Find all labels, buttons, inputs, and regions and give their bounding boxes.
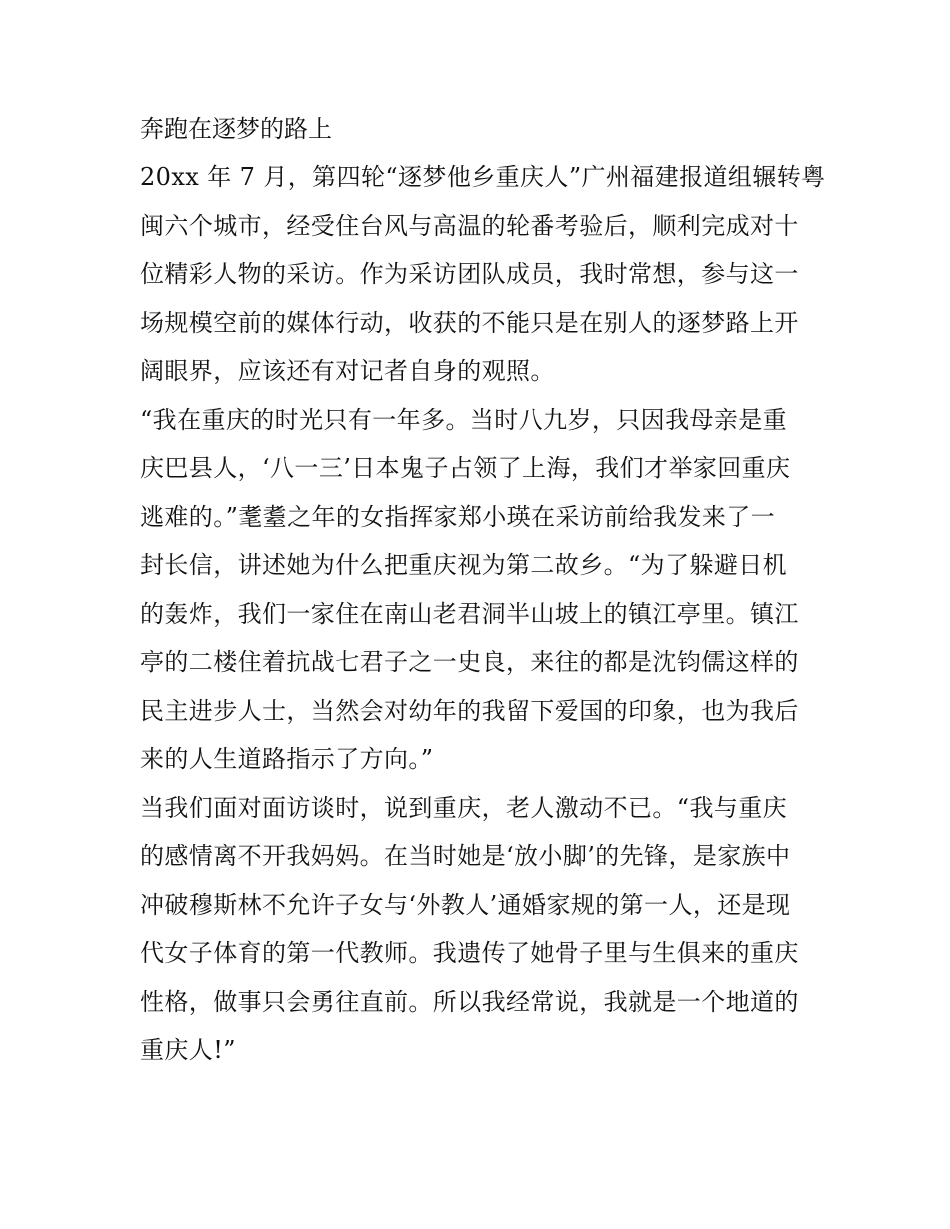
- text-line: 民主进步人士，当然会对幼年的我留下爱国的印象，也为我后: [140, 696, 799, 725]
- paragraph-quote-letter: [140, 396, 815, 784]
- text-line: 来的人生道路指示了方向。”: [140, 745, 434, 773]
- text-line: 阔眼界，应该还有对记者自身的观照。: [140, 357, 555, 385]
- text-line: 场规模空前的媒体行动，收获的不能只是在别人的逐梦路上开: [140, 308, 799, 337]
- text-line: 代女子体育的第一代教师。我遗传了她骨子里与生俱来的重庆: [140, 939, 799, 967]
- article-title: 奔跑在逐梦的路上: [140, 115, 332, 143]
- text-line: 闽六个城市，经受住台风与高温的轮番考验后，顺利完成对十: [140, 211, 799, 240]
- text-line: 冲破穆斯林不允许子女与‘外教人’通婚家规的第一人，还是现: [140, 890, 791, 919]
- paragraph-interview: [140, 784, 815, 1075]
- text-line: 位精彩人物的采访。作为采访团队成员，我时常想，参与这一: [140, 260, 799, 288]
- text-line: 逃难的。”耄耋之年的女指挥家郑小瑛在采访前给我发来了一: [140, 502, 776, 531]
- text-line: 重庆人!”: [140, 1036, 236, 1064]
- text-line: 20xx 年 7 月，第四轮“逐梦他乡重庆人”广州福建报道组辗转粤: [140, 163, 826, 191]
- text-line: 的轰炸，我们一家住在南山老君洞半山坡上的镇江亭里。镇江: [140, 599, 799, 628]
- paragraph-intro: [140, 153, 826, 396]
- text-line: “我在重庆的时光只有一年多。当时八九岁，只因我母亲是重: [140, 405, 788, 434]
- text-line: 庆巴县人，‘八一三’日本鬼子占领了上海，我们才举家回重庆: [140, 454, 791, 482]
- text-line: 亭的二楼住着抗战七君子之一史良，来往的都是沈钧儒这样的: [140, 648, 799, 676]
- text-line: 的感情离不开我妈妈。在当时她是‘放小脚’的先锋，是家族中: [140, 842, 791, 870]
- text-line: 性格，做事只会勇往直前。所以我经常说，我就是一个地道的: [140, 987, 799, 1016]
- article-body: [140, 105, 826, 1075]
- text-line: 当我们面对面访谈时，说到重庆，老人激动不已。“我与重庆: [140, 793, 788, 822]
- text-line: 封长信，讲述她为什么把重庆视为第二故乡。“为了躲避日机: [140, 551, 788, 579]
